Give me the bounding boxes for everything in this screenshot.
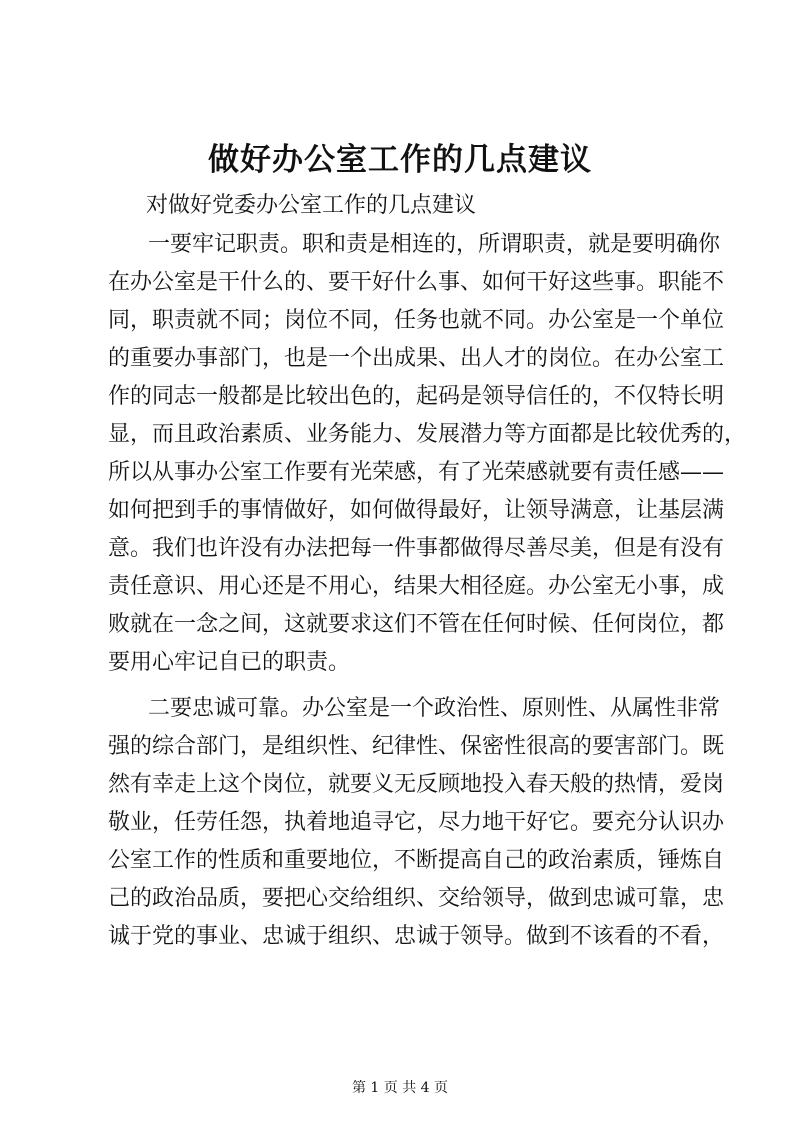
page-footer: 第 1 页 共 4 页 [351, 1080, 449, 1096]
document-subtitle: 对做好党委办公室工作的几点建议 [146, 193, 477, 218]
paragraph-line: 显，而且政治素质、业务能力、发展潜力等方面都是比较优秀的， [108, 422, 747, 447]
paragraph-line: 败就在一念之间，这就要求这们不管在任何时候、任何岗位，都 [108, 612, 725, 637]
paragraph-line: 的重要办事部门，也是一个出成果、出人才的岗位。在办公室工 [108, 346, 725, 371]
document-title: 做好办公室工作的几点建议 [208, 142, 592, 178]
paragraph-line: 一要牢记职责。职和责是相连的，所谓职责，就是要明确你 [148, 232, 721, 257]
paragraph-line: 敬业，任劳任怨，执着地追寻它，尽力地干好它。要充分认识办 [108, 810, 725, 835]
paragraph-line: 诚于党的事业、忠诚于组织、忠诚于领导。做到不该看的不看， [108, 924, 725, 949]
paragraph-line: 然有幸走上这个岗位，就要义无反顾地投入春天般的热情，爱岗 [108, 772, 725, 797]
paragraph-line: 公室工作的性质和重要地位，不断提高自己的政治素质，锤炼自 [108, 848, 725, 873]
paragraph-line: 作的同志一般都是比较出色的，起码是领导信任的，不仅特长明 [108, 384, 725, 409]
paragraph-line: 责任意识、用心还是不用心，结果大相径庭。办公室无小事，成 [108, 574, 725, 599]
paragraph-line: 二要忠诚可靠。办公室是一个政治性、原则性、从属性非常 [148, 696, 721, 721]
paragraph-line: 同，职责就不同；岗位不同，任务也就不同。办公室是一个单位 [108, 308, 725, 333]
paragraph-line: 如何把到手的事情做好，如何做得最好，让领导满意，让基层满 [108, 498, 725, 523]
paragraph-line: 所以从事办公室工作要有光荣感，有了光荣感就要有责任感—— [108, 460, 725, 485]
paragraph-line: 要用心牢记自已的职责。 [108, 650, 351, 675]
paragraph-line: 强的综合部门，是组织性、纪律性、保密性很高的要害部门。既 [108, 734, 725, 759]
paragraph-line: 意。我们也许没有办法把每一件事都做得尽善尽美，但是有没有 [108, 536, 725, 561]
paragraph-line: 己的政治品质，要把心交给组织、交给领导，做到忠诚可靠，忠 [108, 886, 725, 911]
paragraph-line: 在办公室是干什么的、要干好什么事、如何干好这些事。职能不 [108, 270, 725, 295]
